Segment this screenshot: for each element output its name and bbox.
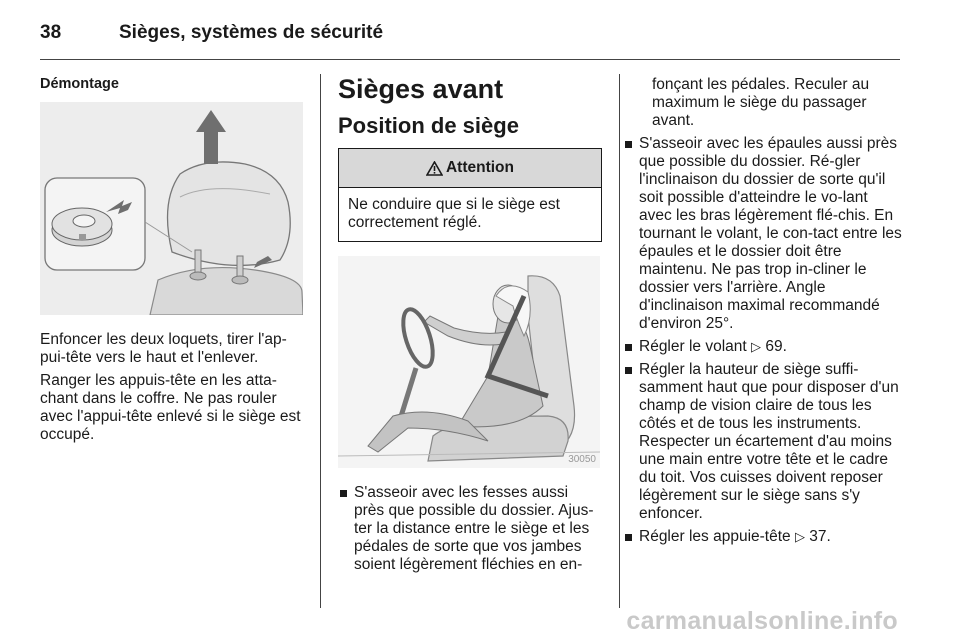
right-column xyxy=(623,76,903,551)
seating-position-illustration xyxy=(338,256,600,468)
column-divider-right xyxy=(619,74,620,608)
warning-box xyxy=(338,148,602,242)
removal-subheading: Démontage xyxy=(40,76,119,92)
bullet-text: Régler la hauteur de siège suffi-samment haut que pour disposer d'un champ de vision claire de tous les côtés et de tous les instruments. Respecter un écartement d'au moins une main entre votre tête et le cadre du toit. Vos cuisses doivent reposer légèrement sur le siège sans s'y enfoncer. xyxy=(639,361,899,522)
chapter-title: Sièges, systèmes de sécurité xyxy=(119,22,384,43)
page-reference-arrow-icon: ▷ xyxy=(751,339,762,354)
bullet-square-icon xyxy=(625,534,632,541)
figure-code: 30050 xyxy=(568,454,596,465)
headrest-removal-illustration xyxy=(40,102,303,315)
bullet-square-icon xyxy=(625,141,632,148)
page-header xyxy=(40,18,900,58)
headrest-removal-drawing xyxy=(40,102,303,315)
page-reference-arrow-icon: ▷ xyxy=(794,529,805,544)
left-paragraph-2: Ranger les appuis-tête en les atta-chant dans le coffre. Ne pas rouler avec l'appui-tête enlevé si le siège est occupé. xyxy=(40,372,301,443)
bullet-square-icon xyxy=(625,367,632,374)
warning-header xyxy=(339,149,601,188)
warning-title: Attention xyxy=(445,159,514,176)
column-divider-left xyxy=(320,74,321,608)
middle-column xyxy=(338,72,602,579)
section-heading: Sièges avant xyxy=(338,74,504,104)
bullet-text: S'asseoir avec les fesses aussi près que possible du dossier. Ajus-ter la distance entre le siège et les pédales de sorte que vos jambes soient légèrement fléchies en en- xyxy=(354,484,594,573)
bullet-square-icon xyxy=(340,490,347,497)
bullet-square-icon xyxy=(625,344,632,351)
driver-seating-drawing xyxy=(338,256,600,468)
left-column xyxy=(40,76,306,449)
page-number: 38 xyxy=(40,22,62,43)
bullet-item xyxy=(623,361,903,523)
page-reference[interactable]: 37. xyxy=(809,528,831,545)
bullet-item xyxy=(623,135,903,333)
header-divider xyxy=(40,59,900,60)
warning-triangle-icon xyxy=(426,161,443,176)
bullet-item xyxy=(338,484,602,574)
continued-text: fonçant les pédales. Reculer au maximum le siège du passager avant. xyxy=(652,76,870,129)
bullet-text: Régler les appuie-tête xyxy=(639,528,791,545)
bullet-text: S'asseoir avec les épaules aussi près que possible du dossier. Ré-gler l'inclinaison du dossier de sorte qu'il soit possible d'atteindre le vo-lant avec les bras légèrement flé-chis. En tournant le volant, le con-tact entre les épaules et le dossier doit être maintenu. Ne pas trop in-cliner le dossier vers l'arrière. Angle d'inclinaison maximal recommandé d'environ 25°. xyxy=(639,135,902,332)
section-subheading: Position de siège xyxy=(338,113,519,138)
watermark: carmanualsonline.info xyxy=(626,607,898,635)
bullet-text: Régler le volant xyxy=(639,338,747,355)
bullet-item xyxy=(623,528,903,546)
bullet-item xyxy=(623,338,903,356)
warning-text: Ne conduire que si le siège est correctement réglé. xyxy=(348,196,560,231)
left-paragraph-1: Enfoncer les deux loquets, tirer l'ap-pui-tête vers le haut et l'enlever. xyxy=(40,331,287,366)
page-reference[interactable]: 69. xyxy=(765,338,787,355)
